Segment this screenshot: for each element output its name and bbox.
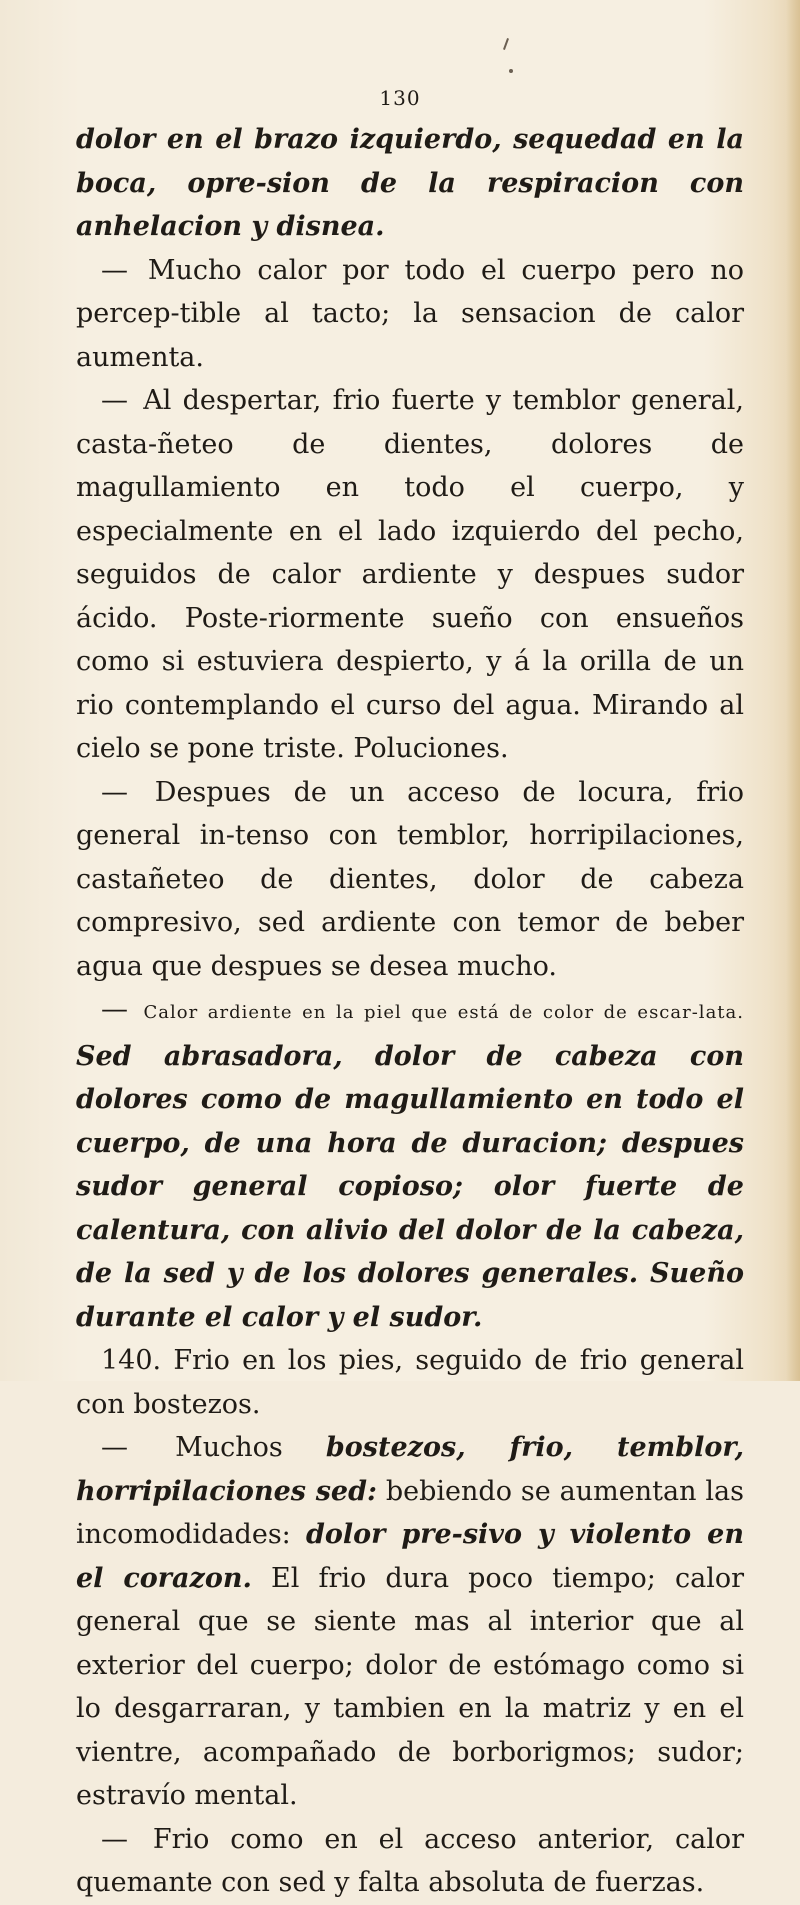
paragraph-text: 140. Frio en los pies, seguido de frio general con bostezos. [76,1345,744,1420]
em-dash: — [101,1823,128,1855]
paragraph [76,988,744,1339]
paragraph-text: Muchos [175,1432,283,1463]
italic-text: dolor pre-sivo y violento en el corazon. [76,1519,744,1594]
paragraph [76,1339,744,1426]
paragraph-text: Mucho calor por todo el cuerpo pero no percep-tible al tacto; la sensacion de calor aumenta. [76,254,744,373]
em-dash: — [101,1432,128,1463]
paragraph-text: El frio dura poco tiempo; calor general que se siente mas al interior que al exterior del cuerpo; dolor de estómago como si lo desgarraran, y tambien en la matriz y en el vientre, acompañado de borborigmos; sudor; estravío mental. [76,1562,744,1811]
italic-text: Sed abrasadora, dolor de cabeza con dolores como de magullamiento en todo el cuerpo, de una hora de duracion; despues sudor general copioso; olor fuerte de calentura, con alivio del dolor de la cabeza, de la sed y de los dolores generales. Sueño durante el calor y el sudor. [76,1040,744,1333]
paragraph-text: Despues de un acceso de locura, frio general in-tenso con temblor, horripilaciones, castañeteo de dientes, dolor de cabeza compresivo, sed ardiente con temor de beber agua que despues se desea mucho. [76,776,744,982]
paragraph-text: Al despertar, frio fuerte y temblor general, casta-ñeteo de dientes, dolores de magullamiento en todo el cuerpo, y especialmente en el lado izquierdo del pecho, seguidos de calor ardiente y despues sudor ácido. Poste-riormente sueño con ensueños como si estuviera despierto, y á la orilla de un rio contemplando el curso del agua. Mirando al cielo se pone triste. Poluciones. [76,385,744,764]
paragraph-text: bebiendo se aumentan las incomodidades: [76,1475,744,1550]
italic-text: bostezos, frio, temblor, horripilaciones sed: [76,1432,744,1507]
body-text [76,118,744,1905]
page-number: 130 [379,86,421,110]
em-dash: — [101,385,128,416]
paragraph [76,1818,744,1905]
ink-mark [503,38,509,50]
paragraph [76,771,744,989]
paragraph [76,118,744,249]
paragraph [76,379,744,771]
em-dash: — [101,776,128,808]
paragraph [76,1426,744,1818]
italic-text: dolor en el brazo izquierdo, sequedad en la boca, opre-sion de la respiracion con anhelacion y disnea. [76,124,744,242]
paragraph-text: Frio como en el acceso anterior, calor quemante con sed y falta absoluta de fuerzas. [76,1823,744,1898]
ink-dot [509,69,513,73]
em-dash: — [101,254,128,286]
paragraph [76,249,744,380]
em-dash: — [101,994,128,1025]
page-edge-shadow [786,0,800,1381]
small-caps-text: Calor ardiente en la piel que está de color de escar-lata. [143,1002,744,1023]
